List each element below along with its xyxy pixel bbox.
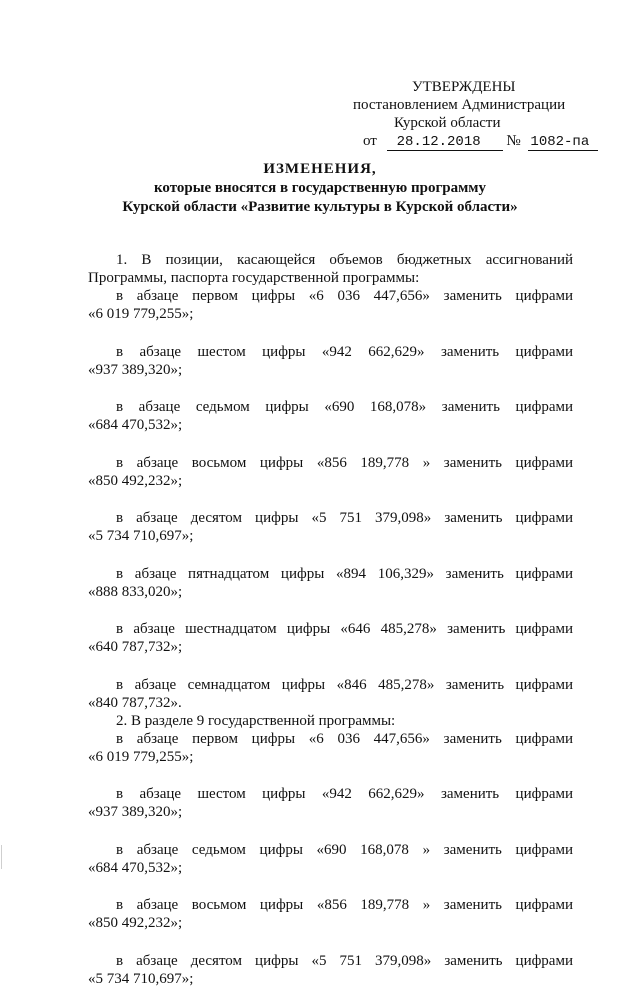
list-item-value: «888 833,020»;: [88, 583, 183, 600]
scan-margin-mark: [1, 845, 2, 869]
list-item-value: «840 787,732».: [88, 694, 182, 711]
list-item-value: «850 492,232»;: [88, 915, 183, 931]
list-item-value: «6 019 779,255»;: [88, 748, 194, 765]
paragraph-1-line-2: Программы, паспорта государственной программы:: [88, 270, 420, 286]
list-item: в абзаце пятнадцатом цифры «894 106,329» заменить цифрами: [116, 565, 573, 582]
list-item: в абзаце седьмом цифры «690 168,078 » заменить цифрами: [116, 841, 573, 858]
decree-number: 1082-па: [528, 135, 598, 151]
heading-subtitle-2: Курской области «Развитие культуры в Курской области»: [122, 199, 518, 215]
approval-block: [300, 78, 600, 151]
list-item: в абзаце седьмом цифры «690 168,078» заменить цифрами: [116, 399, 573, 415]
approval-date-number-line: [363, 132, 600, 151]
approval-authority: постановлением Администрации: [353, 97, 566, 113]
list-item-value: «5 734 710,697»;: [88, 970, 194, 987]
document-heading: [60, 160, 580, 217]
list-item: в абзаце шестом цифры «942 662,629» заменить цифрами: [116, 786, 573, 802]
list-item: в абзаце десятом цифры «5 751 379,098» заменить цифрами: [116, 510, 573, 526]
list-item-value: «937 389,320»;: [88, 804, 183, 820]
list-item-value: «684 470,532»;: [88, 859, 183, 876]
heading-title: ИЗМЕНЕНИЯ,: [263, 161, 377, 177]
paragraph-2-line-1: 2. В разделе 9 государственной программы:: [116, 712, 396, 729]
heading-subtitle-1: которые вносятся в государственную программу: [153, 180, 487, 196]
list-item: в абзаце семнадцатом цифры «846 485,278» заменить цифрами: [116, 676, 573, 693]
list-item: в абзаце первом цифры «6 036 447,656» заменить цифрами: [116, 730, 573, 747]
list-item: в абзаце первом цифры «6 036 447,656» заменить цифрами: [116, 288, 573, 304]
list-item: в абзаце шестом цифры «942 662,629» заменить цифрами: [116, 343, 573, 360]
number-sign: №: [506, 133, 521, 149]
list-item: в абзаце шестнадцатом цифры «646 485,278» заменить цифрами: [116, 621, 573, 637]
decree-date: 28.12.2018: [387, 135, 503, 151]
list-item-value: «6 019 779,255»;: [88, 306, 194, 322]
list-item-value: «850 492,232»;: [88, 472, 183, 489]
list-item-value: «684 470,532»;: [88, 417, 183, 433]
list-item: в абзаце десятом цифры «5 751 379,098» заменить цифрами: [116, 952, 573, 969]
approval-title: УТВЕРЖДЕНЫ: [412, 79, 516, 95]
document-body: [88, 251, 573, 988]
approval-region: Курской области: [394, 115, 501, 131]
paragraph-1-line-1: 1. В позиции, касающейся объемов бюджетных ассигнований: [116, 252, 573, 268]
list-item: в абзаце восьмом цифры «856 189,778 » заменить цифрами: [116, 454, 573, 471]
from-label: от: [363, 133, 377, 149]
list-item: в абзаце восьмом цифры «856 189,778 » заменить цифрами: [116, 897, 573, 913]
list-item-value: «640 787,732»;: [88, 639, 183, 655]
list-item-value: «937 389,320»;: [88, 361, 183, 378]
list-item-value: «5 734 710,697»;: [88, 528, 194, 544]
